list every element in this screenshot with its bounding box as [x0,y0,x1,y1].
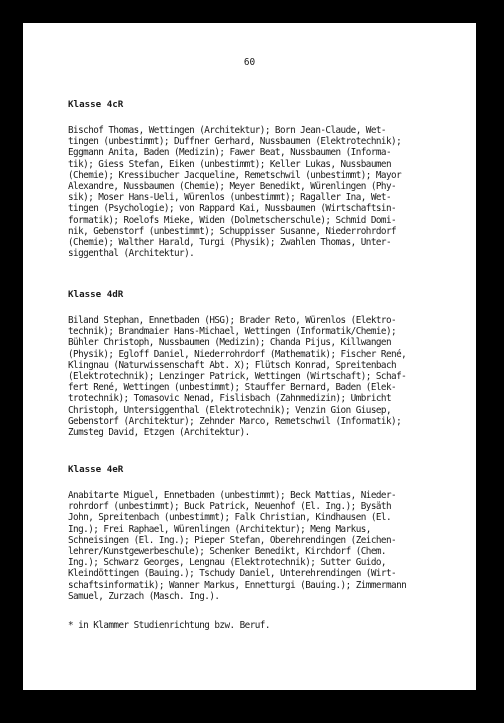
text-line: Schneisingen (El. Ing.); Pieper Stefan, Oberehrendingen (Zeichen- [68,534,397,546]
text-line: tik); Giess Stefan, Eiken (unbestimmt); Keller Lukas, Nussbaumen [68,158,392,170]
text-line: Klingnau (Naturwissenschaft Abt. X); Flütsch Konrad, Spreitenbach [68,359,397,371]
text-line: Gebenstorf (Architektur); Zehnder Marco, Remetschwil (Informatik); [68,415,402,427]
section-heading: Klasse 4cR [68,99,124,110]
text-line: (Chemie); Walther Harald, Turgi (Physik); Zwahlen Thomas, Unter- [68,237,392,249]
section-body [68,490,463,602]
document-page [23,23,476,690]
footnote: * in Klammer Studienrichtung bzw. Beruf. [68,620,270,631]
text-line: John, Spreitenbach (unbestimmt); Falk Christian, Kindhausen (El. [68,512,392,524]
text-line: Zumsteg David, Etzgen (Architektur). [68,427,250,439]
text-line: (Chemie); Kressibucher Jacqueline, Remetschwil (unbestimmt); Mayor [68,169,402,181]
text-line: Alexandre, Nussbaumen (Chemie); Meyer Benedikt, Würenlingen (Phy- [68,181,397,193]
text-line: Eggmann Anita, Baden (Medizin); Fawer Beat, Nussbaumen (Informa- [68,147,392,159]
text-line: Christoph, Untersiggenthal (Elektrotechnik); Venzin Gion Giusep, [68,404,392,416]
page-number: 60 [243,57,256,68]
text-line: Anabitarte Miguel, Ennetbaden (unbestimmt); Beck Mattias, Nieder- [68,490,397,501]
text-line: Samuel, Zurzach (Masch. Ing.). [68,590,220,602]
text-line: formatik); Roelofs Mieke, Widen (Dolmetscherschule); Schmid Domi- [68,214,397,226]
section-body [68,125,463,259]
section-heading: Klasse 4eR [68,464,124,475]
section-klasse-4er [68,464,463,602]
text-line: (Physik); Egloff Daniel, Niederrohrdorf (Mathematik); Fischer René, [68,348,407,360]
section-klasse-4dr [68,289,463,438]
text-line: Ing.); Frei Raphael, Würenlingen (Architektur); Meng Markus, [68,523,371,535]
section-heading: Klasse 4dR [68,289,124,300]
text-line: Kleindöttingen (Bauing.); Tschudy Daniel, Unterehrendingen (Wirt- [68,568,397,580]
section-body [68,315,463,438]
text-line: tingen (Psychologie); von Rappard Kai, Nussbaumen (Wirtschaftsin- [68,203,397,215]
text-line: Bischof Thomas, Wettingen (Architektur); Born Jean-Claude, Wet- [68,125,386,136]
section-klasse-4cr [68,99,463,259]
text-line: schaftsinformatik); Wanner Markus, Ennetturgi (Bauing.); Zimmermann [68,579,407,591]
text-line: fert René, Wettingen (unbestimmt); Stauffer Bernard, Baden (Elek- [68,382,397,394]
text-line: Bühler Christoph, Nussbaumen (Medizin); Chanda Pijus, Killwangen [68,337,392,349]
text-line: lehrer/Kunstgewerbeschule); Schenker Benedikt, Kirchdorf (Chem. [68,546,386,558]
text-line: sik); Moser Hans-Ueli, Würenlos (unbestimmt); Ragaller Ina, Wet- [68,192,392,204]
text-line: nik, Gebenstorf (unbestimmt); Schuppisser Susanne, Niederrohrdorf [68,225,397,237]
text-line: Ing.); Schwarz Georges, Lengnau (Elektrotechnik); Sutter Guido, [68,557,386,569]
text-line: rohrdorf (unbestimmt); Buck Patrick, Neuenhof (El. Ing.); Bysäth [68,501,392,513]
text-line: Biland Stephan, Ennetbaden (HSG); Brader Reto, Würenlos (Elektro- [68,315,397,326]
text-line: trotechnik); Tomasovic Nenad, Fislisbach (Zahnmedizin); Umbricht [68,393,392,405]
text-line: (Elektrotechnik); Lenzinger Patrick, Wettingen (Wirtschaft); Schaf- [68,371,407,383]
text-line: technik); Brandmaier Hans-Michael, Wettingen (Informatik/Chemie); [68,326,397,338]
text-line: siggenthal (Architektur). [68,248,195,260]
text-line: tingen (unbestimmt); Duffner Gerhard, Nussbaumen (Elektrotechnik); [68,136,402,148]
